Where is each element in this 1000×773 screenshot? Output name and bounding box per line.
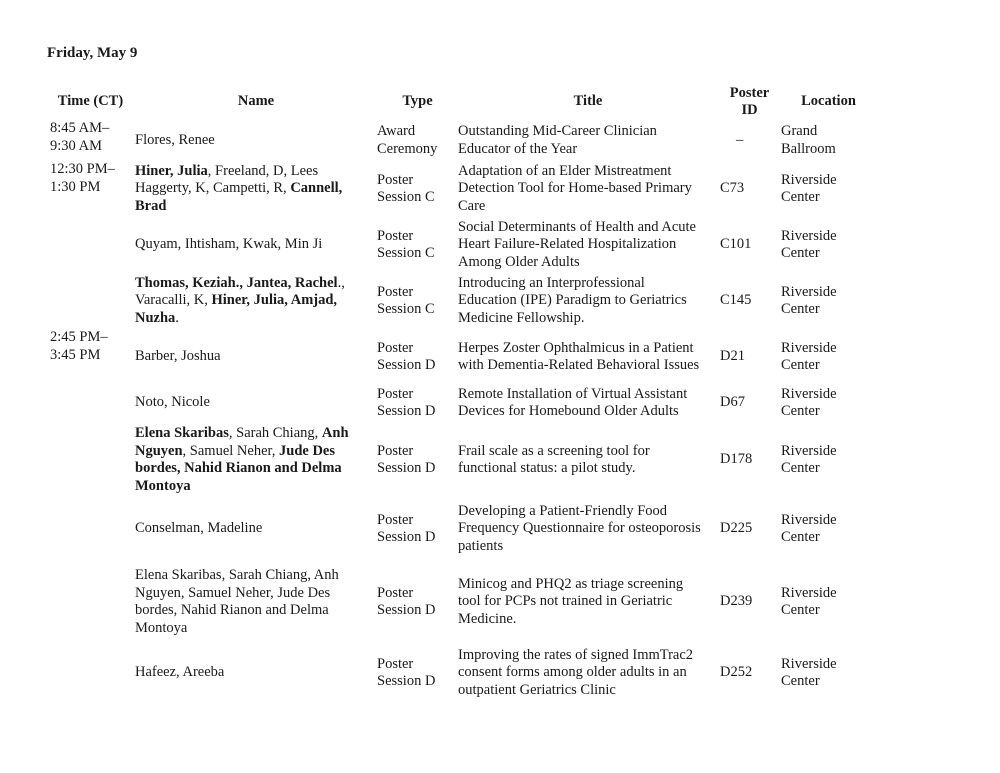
author-name-bold: Jude Des bordes, Nahid Rianon and Delma Montoya (135, 442, 342, 494)
poster-id-cell: D67 (720, 394, 745, 411)
time-cell (46, 385, 135, 421)
name-cell (135, 559, 377, 645)
type-cell: Poster Session D (377, 339, 436, 373)
time-cell (46, 499, 135, 559)
author-name: ., Varacalli, K, (135, 274, 345, 309)
time-cell: 8:45 AM– 9:30 AM (50, 120, 110, 154)
location-cell: Riverside Center (781, 171, 837, 205)
poster-id-cell: D178 (720, 451, 753, 468)
title-cell: Introducing an Interprofessional Education (IPE) Paradigm to Geriatrics Medicine Fellowship. (458, 274, 687, 326)
author-name: Barber, Joshua (135, 348, 221, 365)
author-name: Flores, Renee (135, 131, 215, 148)
author-name-bold: Thomas, Keziah., Jantea, Rachel (135, 274, 338, 291)
table-row (46, 385, 876, 421)
type-cell: Poster Session C (377, 171, 435, 205)
author-name: . (175, 309, 179, 326)
col-header-type: Type (402, 93, 433, 110)
poster-id-cell: – (736, 131, 744, 148)
author-name: Noto, Nicole (135, 394, 210, 411)
col-header-poster-id-line1: Poster (729, 84, 770, 101)
poster-id-cell: D252 (720, 664, 753, 681)
table-row (46, 421, 876, 499)
author-name: Hafeez, Areeba (135, 664, 225, 681)
name-cell (135, 421, 377, 499)
title-cell: Developing a Patient-Friendly Food Frequency Questionnaire for osteoporosis patients (458, 502, 701, 554)
type-cell: Poster Session D (377, 385, 436, 419)
author-name: , Samuel Neher, (182, 442, 280, 459)
location-cell: Riverside Center (781, 511, 837, 545)
type-cell: Poster Session C (377, 227, 435, 261)
name-cell (135, 161, 377, 217)
table-row (46, 217, 876, 273)
time-cell: 12:30 PM– 1:30 PM (50, 161, 115, 195)
poster-id-cell: D225 (720, 520, 753, 537)
table-row (46, 161, 876, 217)
poster-id-cell: C73 (720, 180, 745, 197)
poster-id-cell: D21 (720, 348, 745, 365)
location-cell: Riverside Center (781, 655, 837, 689)
time-cell (46, 559, 135, 645)
author-name-bold: Hiner, Julia (135, 162, 208, 179)
location-cell: Grand Ballroom (781, 123, 836, 157)
date-heading: Friday, May 9 (47, 45, 138, 61)
name-cell (135, 217, 377, 273)
name-cell (135, 120, 377, 161)
table-header (46, 84, 876, 120)
table-row (46, 120, 876, 161)
type-cell: Poster Session D (377, 655, 436, 689)
author-name-bold: Anh Nguyen (135, 425, 349, 459)
col-header-poster-id (718, 84, 781, 120)
time-cell: 2:45 PM– 3:45 PM (50, 329, 108, 363)
location-cell: Riverside Center (781, 283, 837, 317)
name-cell (135, 273, 377, 329)
type-cell: Award Ceremony (377, 123, 438, 157)
title-cell: Social Determinants of Health and Acute Heart Failure-Related Hospitalization Among Older Adults (458, 218, 696, 270)
location-cell: Riverside Center (781, 584, 837, 618)
col-header-location: Location (801, 93, 856, 110)
title-cell: Frail scale as a screening tool for functional status: a pilot study. (458, 442, 650, 476)
author-name: , Sarah Chiang, (228, 425, 322, 441)
time-cell (46, 421, 135, 499)
table-body (46, 120, 876, 701)
col-header-time: Time (CT) (57, 93, 124, 110)
location-cell: Riverside Center (781, 442, 837, 476)
title-cell: Improving the rates of signed ImmTrac2 consent forms among older adults in an outpatient Geriatrics Clinic (458, 646, 694, 698)
author-name-bold: Hiner, Julia, Amjad, Nuzha (135, 292, 338, 326)
title-cell: Remote Installation of Virtual Assistant Devices for Homebound Older Adults (458, 385, 688, 419)
author-name-bold: Cannell, Brad (135, 180, 343, 214)
title-cell: Herpes Zoster Ophthalmicus in a Patient with Dementia-Related Behavioral Issues (458, 339, 700, 373)
name-cell (135, 645, 377, 701)
poster-id-cell: C145 (720, 292, 752, 309)
location-cell: Riverside Center (781, 385, 837, 419)
name-cell (135, 329, 377, 385)
table-row (46, 559, 876, 645)
time-cell (46, 273, 135, 329)
location-cell: Riverside Center (781, 227, 837, 261)
col-header-title: Title (573, 93, 603, 110)
author-name: Quyam, Ihtisham, Kwak, Min Ji (135, 236, 323, 253)
title-cell: Adaptation of an Elder Mistreatment Detection Tool for Home-based Primary Care (458, 162, 692, 214)
name-cell (135, 385, 377, 421)
time-cell (46, 217, 135, 273)
type-cell: Poster Session C (377, 283, 435, 317)
author-name: Elena Skaribas, Sarah Chiang, Anh Nguyen, Samuel Neher, Jude Des bordes, Nahid Rianon and Delma Montoya (135, 567, 339, 636)
type-cell: Poster Session D (377, 442, 436, 476)
table-row (46, 499, 876, 559)
table-row (46, 273, 876, 329)
poster-id-cell: D239 (720, 593, 753, 610)
schedule-table (46, 84, 876, 701)
col-header-poster-id-line2: ID (741, 102, 758, 118)
author-name: , Freeland, D, Lees Haggerty, K, Campetti, R, (135, 162, 319, 197)
poster-id-cell: C101 (720, 236, 752, 253)
type-cell: Poster Session D (377, 584, 436, 618)
location-cell: Riverside Center (781, 339, 837, 373)
table-row (46, 329, 876, 385)
table-row (46, 645, 876, 701)
title-cell: Minicog and PHQ2 as triage screening tool for PCPs not trained in Geriatric Medicine. (458, 575, 684, 627)
title-cell: Outstanding Mid-Career Clinician Educator of the Year (458, 123, 657, 157)
author-name-bold: Elena Skaribas (135, 425, 229, 441)
col-header-name: Name (237, 93, 275, 110)
time-cell (46, 645, 135, 701)
type-cell: Poster Session D (377, 511, 436, 545)
name-cell (135, 499, 377, 559)
author-name: Conselman, Madeline (135, 520, 263, 537)
